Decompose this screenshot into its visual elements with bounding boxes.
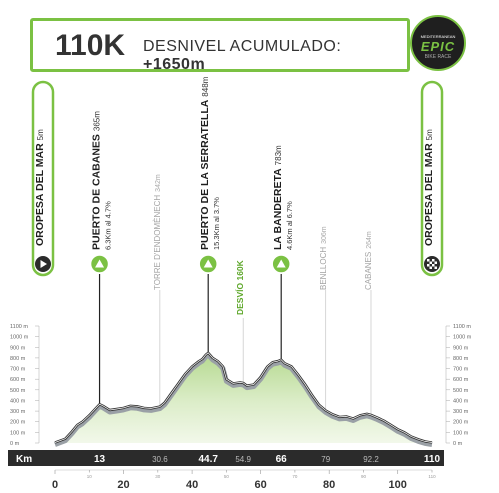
x-minor-tick-label: 90 — [360, 474, 366, 479]
checker-square — [427, 264, 430, 267]
checker-square — [435, 262, 438, 265]
y-tick-label-right: 900 m — [453, 345, 469, 352]
y-tick-label-left: 700 m — [10, 366, 26, 373]
logo-main-text: EPIC — [420, 39, 456, 54]
elevation-gain-label: DESNIVEL ACUMULADO: — [143, 38, 342, 55]
waypoint-altitude: 5m — [36, 129, 45, 141]
waypoint-label-4 — [235, 259, 245, 315]
logo-top-text: MEDITERRANEAN — [420, 34, 456, 39]
km-bar-label: 110 — [423, 454, 441, 465]
y-tick-label-right: 100 m — [453, 430, 469, 437]
waypoint-altitude: 342m — [154, 174, 162, 192]
y-tick-label-left: 300 m — [10, 409, 26, 416]
waypoint-altitude: 848m — [201, 76, 211, 97]
waypoint-label-6 — [319, 226, 328, 290]
waypoint-name: CABANES — [363, 251, 373, 290]
waypoint-name: LA BANDERETA — [272, 168, 285, 250]
x-tick-label: 100 — [388, 479, 407, 491]
waypoint-name: OROPESA DEL MAR — [423, 143, 435, 246]
y-tick-label-right: 600 m — [453, 377, 469, 384]
checker-square — [435, 267, 438, 270]
waypoint-label-7 — [364, 231, 373, 290]
waypoint-altitude: 264m — [365, 231, 373, 249]
waypoint-name: OROPESA DEL MAR — [34, 143, 46, 246]
x-tick-label: 20 — [117, 479, 130, 491]
x-tick-label: 80 — [323, 479, 336, 491]
y-tick-label-left: 0 m — [10, 441, 20, 447]
waypoint-label-2 — [153, 174, 162, 290]
waypoint-label-0 — [34, 129, 46, 246]
x-minor-tick-label: 10 — [86, 474, 92, 479]
checker-square — [430, 267, 433, 270]
y-tick-label-right: 200 m — [453, 419, 469, 426]
waypoint-name: BENLLOCH — [318, 246, 328, 290]
y-tick-label-right: 800 m — [453, 355, 469, 362]
waypoint-label-3 — [199, 76, 211, 250]
y-tick-label-right: 400 m — [453, 398, 469, 405]
y-tick-label-left: 400 m — [10, 398, 26, 405]
waypoint-label-1 — [91, 111, 103, 250]
y-tick-label-right: 0 m — [453, 441, 463, 447]
y-tick-label-right: 500 m — [453, 387, 469, 394]
y-tick-label-left: 1100 m — [10, 324, 28, 330]
climb-detail: 4.6Km al 6.7% — [285, 201, 295, 250]
x-minor-tick-label: 50 — [223, 474, 229, 479]
km-bar-label: 79 — [321, 455, 331, 464]
y-tick-label-left: 600 m — [10, 377, 26, 384]
checker-square — [427, 259, 430, 262]
waypoint-label-8 — [423, 129, 435, 246]
km-bar-label: 66 — [275, 454, 287, 465]
y-tick-label-left: 900 m — [10, 345, 26, 352]
waypoint-altitude: 783m — [274, 145, 284, 166]
y-tick-label-left: 100 m — [10, 430, 26, 437]
km-axis-label: Km — [16, 454, 33, 465]
km-bar-label: 44.7 — [198, 454, 218, 465]
x-tick-label: 0 — [51, 479, 59, 491]
y-tick-label-right: 1100 m — [453, 324, 471, 330]
km-bar-label: 13 — [93, 454, 106, 465]
route-distance: 110K — [55, 29, 126, 62]
x-tick-label: 40 — [185, 479, 199, 491]
elevation-gain-value: +1650m — [143, 56, 206, 73]
waypoint-label-5 — [272, 145, 284, 250]
y-tick-label-right: 700 m — [453, 366, 469, 373]
x-minor-tick-label: 70 — [292, 474, 298, 479]
km-bar-label: 92.2 — [363, 455, 379, 464]
waypoint-altitude: 5m — [425, 129, 434, 141]
profile-area — [55, 353, 432, 443]
waypoint-altitude: 306m — [320, 226, 328, 244]
km-bar-label: 30.6 — [152, 455, 168, 464]
waypoint-name: PUERTO DE CABANES — [90, 134, 103, 250]
km-bar-label: 54.9 — [235, 455, 251, 464]
y-tick-label-right: 300 m — [453, 409, 469, 416]
climb-detail: 15.3Km al 3.7% — [212, 197, 222, 250]
x-tick-label: 60 — [254, 479, 267, 491]
y-tick-label-left: 800 m — [10, 355, 26, 362]
checker-square — [430, 262, 433, 265]
waypoint-altitude: 365m — [92, 111, 102, 132]
x-minor-tick-label: 30 — [155, 474, 161, 479]
checker-square — [432, 259, 435, 262]
waypoint-name: DESVÍO 160K — [235, 260, 246, 315]
y-tick-label-left: 500 m — [10, 387, 26, 394]
y-tick-label-right: 1000 m — [453, 334, 472, 341]
y-tick-label-left: 200 m — [10, 419, 26, 426]
waypoint-name: PUERTO DE LA SERRATELLA — [199, 99, 212, 250]
x-minor-tick-label: 110 — [428, 474, 436, 479]
logo-bottom-text: BIKE RACE — [424, 54, 452, 60]
climb-detail: 6.3Km al 4.7% — [103, 201, 113, 250]
waypoint-name: TORRE D'ENDOMÈNECH — [152, 194, 162, 290]
y-tick-label-left: 1000 m — [10, 334, 29, 341]
checker-square — [432, 264, 435, 267]
